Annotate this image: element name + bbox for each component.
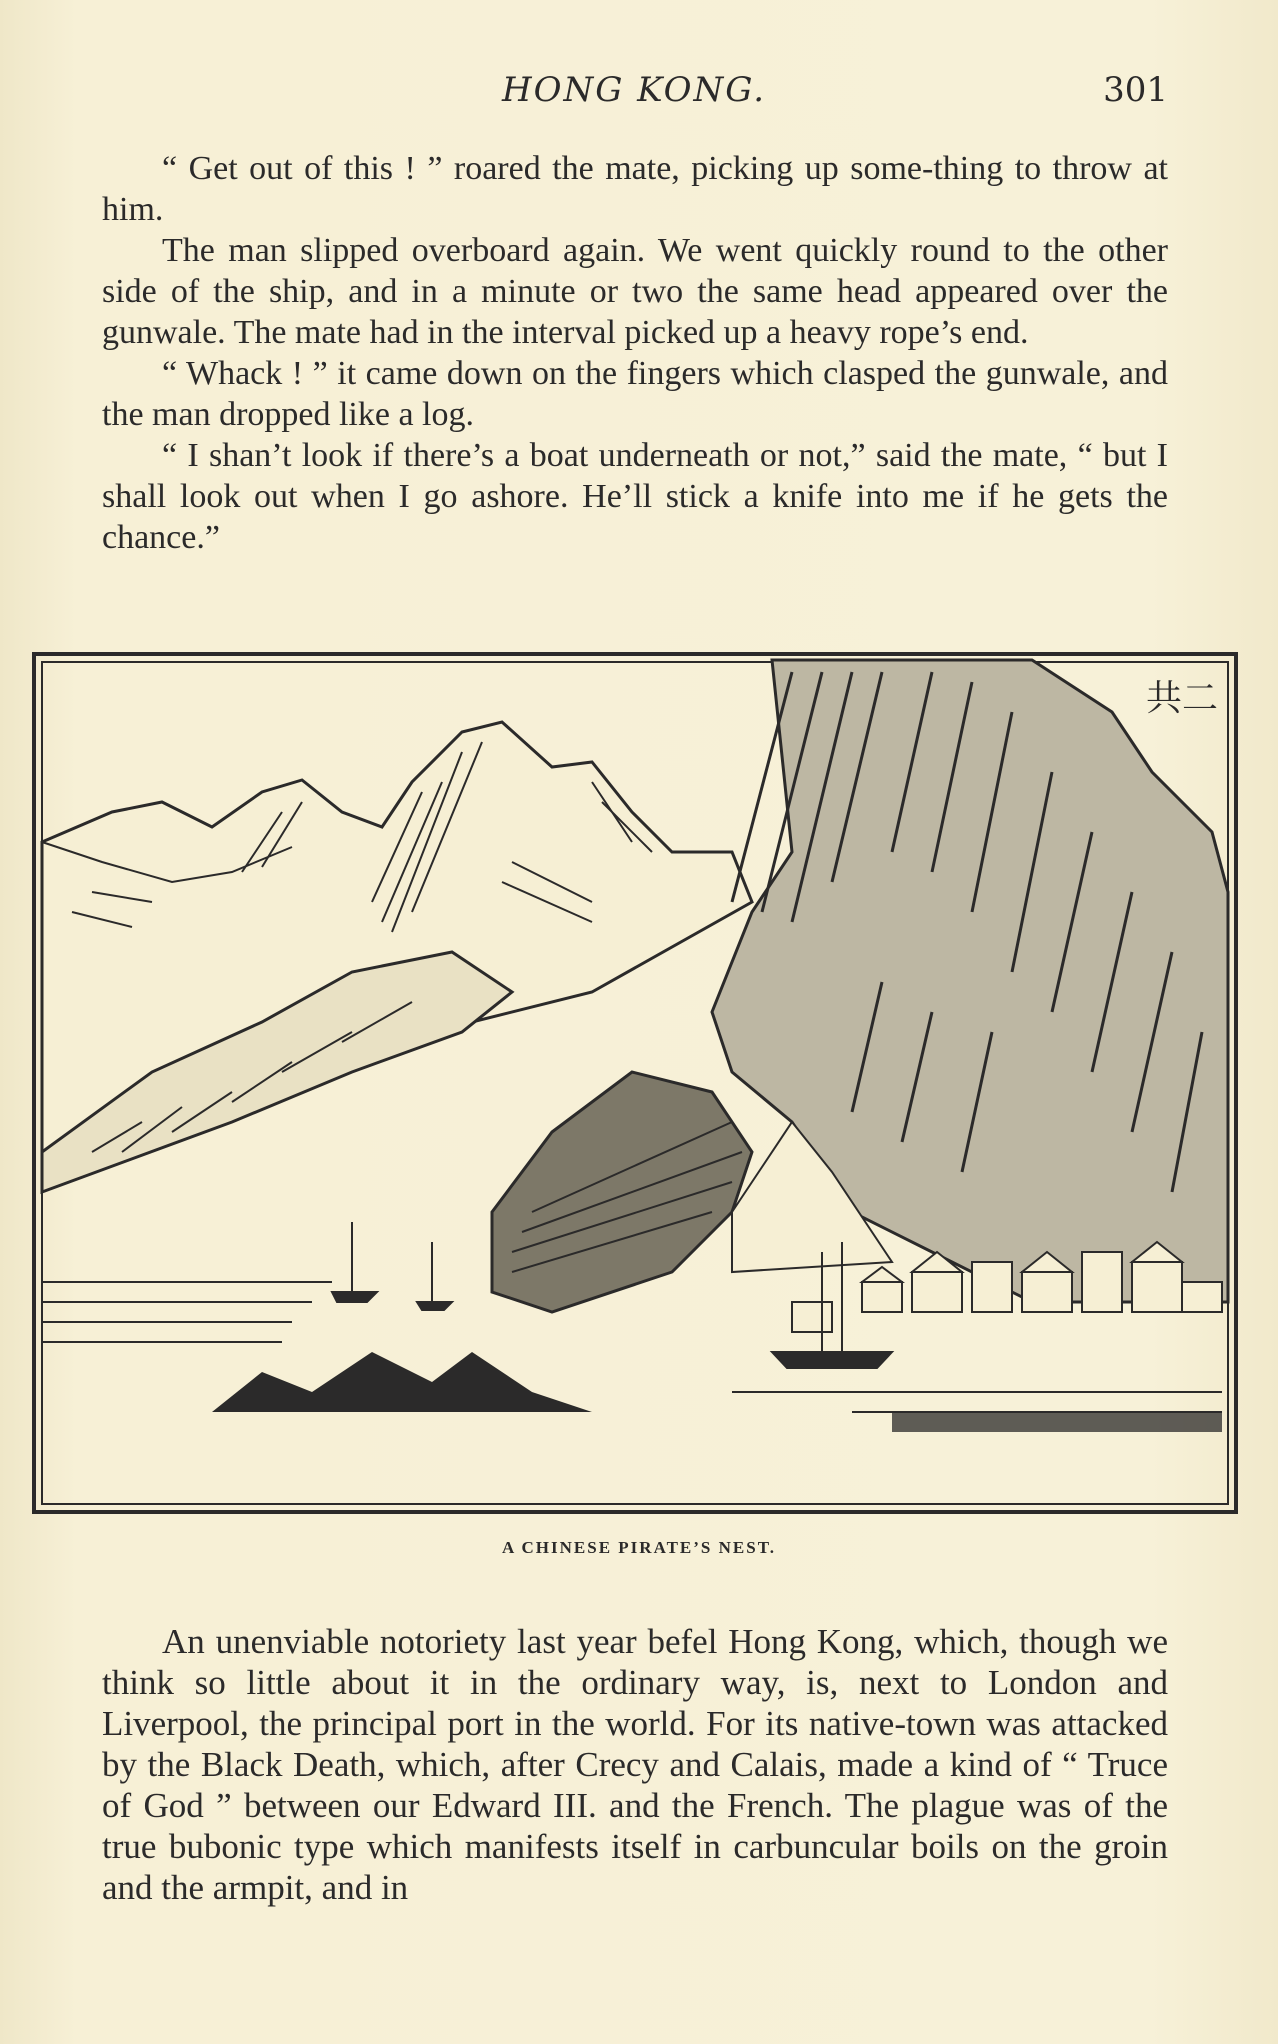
top-text-block	[102, 148, 1168, 558]
paragraph: “ Get out of this ! ” roared the mate, picking up some-thing to throw at him.	[102, 150, 1168, 228]
figure-caption: A CHINESE PIRATE’S NEST.	[501, 1538, 777, 1557]
paragraph: An unenviable notoriety last year befel Hong Kong, which, though we think so little about it in the ordinary way, is, next to London and Liverpool, the principal port in the world. For its native-town was attacked by the Black Death, which, after Crecy and Calais, made a kind of “ Truce of God ” between our Edward III. and the French. The plague was of the true bubonic type which manifests itself in carbuncular boils on the groin and the armpit, and in	[102, 1622, 1168, 1907]
illustration-figure	[32, 652, 1238, 1514]
pirate-nest-illustration	[32, 652, 1238, 1514]
paragraph: “ Whack ! ” it came down on the fingers which clasped the gunwale, and the man dropped like a log.	[102, 355, 1168, 433]
page-header	[100, 70, 1168, 120]
paragraph: “ I shan’t look if there’s a boat underneath or not,” said the mate, “ but I shall look out when I go ashore. He’ll stick a knife into me if he gets the chance.”	[102, 437, 1168, 556]
bottom-text-block	[102, 1621, 1168, 1908]
seal-text: 共二	[1145, 678, 1219, 719]
paragraph: The man slipped overboard again. We went quickly round to the other side of the ship, and in a minute or two the same head appeared over the gunwale. The mate had in the interval picked up a heavy rope’s end.	[102, 232, 1168, 351]
page-number: 301	[1103, 70, 1168, 110]
running-title: HONG KONG.	[501, 70, 767, 110]
